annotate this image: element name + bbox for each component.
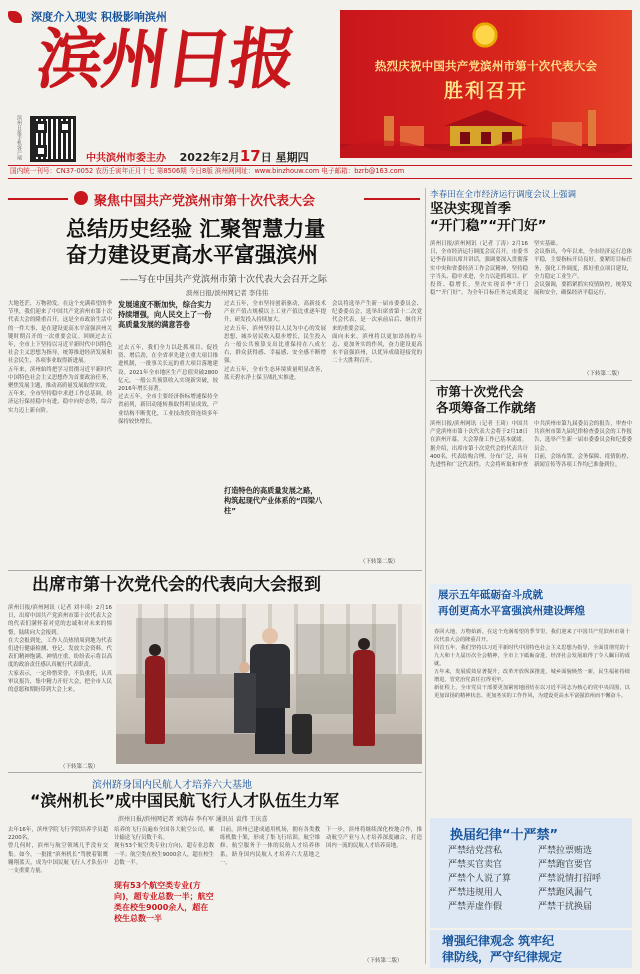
suitcase <box>292 714 312 754</box>
second-article-body: 滨州日报/滨州网讯（记者 刘丰琦）2月16日，出席中国共产党滨州市第十次代表大会的代表们满怀着对党的忠诚和对未来的憧憬，陆续向大会报到。 在大会报到处，工作人员热情周到地为代表们进行健康检测、登记、发放大会资料。代表们精神饱满、神情庄重，纷纷表示将以高度的政治责任感认真履行代表职责。 大家表示，一定珍惜荣誉，不负重托，认真审议报告，集中精力开好大会，把全市人民的意愿和期盼带到大会上来。 <box>8 605 112 694</box>
right-article-3-body: 春回大地，万物始新。在这个充满希望的季节里，我们迎来了中国共产党滨州市第十次代表大会的隆重召开。 回首五年，我们坚持以习近平新时代中国特色社会主义思想为指导，全面贯彻党的十九大和十九届历次全会精神，全市上下砥砺奋进，经济社会发展取得了令人瞩目的成就。 五年来，发展质效显著提升，改革开放纵深推进，城乡面貌焕然一新，民生福祉持续增进，管党治党责任扛得更牢。 新征程上，全市党员干部要更加紧密地团结在以习近平同志为核心的党中央周围，以更加昂扬的精神状态、更加务实的工作作风，为建设更高水平富强滨州而不懈奋斗。 <box>434 629 630 699</box>
second-article-headline: 出席市第十次党代会的代表向大会报到 <box>32 575 321 595</box>
hostess-figure-right <box>352 638 376 754</box>
congress-banner <box>340 10 632 158</box>
info-bar-text: 国内统一刊号：CN37-0052 农历壬寅年正月十七 第8506期 今日8版 滨州网网址：www.binzhouw.com 电子邮箱：bzrb@163.com <box>10 167 405 175</box>
lead-headline-2: 奋力建设更高水平富强滨州 <box>66 243 318 267</box>
discipline-slogan-line1: 增强纪律观念 筑牢纪 <box>442 934 555 948</box>
section-header-text: 聚焦中国共产党滨州市第十次代表大会 <box>94 194 316 209</box>
right-article-3-headline-2: 再创更高水平富强滨州建设辉煌 <box>438 605 585 617</box>
lead-subhead: ——写在中国共产党滨州市第十次代表大会召开之际 <box>120 275 328 285</box>
right-article-3-header <box>430 584 632 624</box>
lead-col-1: 大地苍茫，万物勃发。在这个充满希望的季节里，我们迎来了中国共产党滨州市第十次代表大会的隆重召开。这是全市政治生活中的一件大事，是在建设更高水平富强滨州关键时期召开的一次重要会议。回顾过去五年，全市上下坚持以习近平新时代中国特色社会主义思想为指导，统筹推进经济发展和社会民生，各项事业取得新进展。 五年来，滨州始终把学习贯彻习近平新时代中国特色社会主义思想作为首要政治任务，聚焦发展主题，推动高质量发展取得实效。 五年来，全市坚持稳中求进工作总基调，经济运行保持稳中有进、稳中向好态势，综合实力迈上新台阶。 <box>8 301 112 414</box>
date-prefix: 2022年2月 <box>179 151 240 164</box>
date-day: 17 <box>239 147 261 165</box>
third-article-byline: 滨州日报/滨州网记者 刘涛春 李有军 通讯员 袁伟 王庆喜 <box>118 816 268 823</box>
logo-text: 滨州日报 <box>32 20 300 98</box>
hostess-figure-left <box>144 644 166 754</box>
discipline-item: 严禁跑风漏气 <box>538 888 593 898</box>
sponsor-date-line <box>86 146 341 165</box>
date-suffix: 日 星期四 <box>260 151 309 164</box>
delegates-photo <box>116 604 422 764</box>
qr-caption: 滨州日报手机客户端 <box>16 115 22 160</box>
lead-col2-heading: 发展速度不断加快，综合实力持续增强，向人民交上了一份高质量发展的满意答卷 <box>118 300 212 329</box>
discipline-list-left <box>448 844 534 914</box>
lead-headline-1: 总结历史经验 汇聚智慧力量 <box>66 217 326 241</box>
discipline-slogan-line2: 律防线，严守纪律规定 <box>442 950 563 964</box>
discipline-item: 严禁干扰换届 <box>538 902 593 912</box>
lead-col4-tail: （下转第二版） <box>360 559 399 565</box>
discipline-item: 严禁违规用人 <box>448 888 503 898</box>
third-article-col-3: 目前，滨州已建成通用机场，拥有各类教练机数十架，形成了集飞行培训、航空维修、航空服务于一体的民航人才培养体系，跻身国内民航人才培养六大基地之一。 <box>220 827 320 866</box>
right-article-1-headline-1: 坚决实现首季 <box>430 201 511 217</box>
right-article-1-headline-2: “开门稳”“开门好” <box>430 218 547 234</box>
qr-code[interactable] <box>30 116 76 162</box>
lead-col-2: 过去五年，我们全力以赴抓项目、促投资、增后劲，在全省率先建立重大项目推进机制，一批事关长远的重大项目落地建设。2021年全市地区生产总值突破2800亿元，一般公共预算收入实现新突破，较2016年增长显著。 过去五年，全市主要经济指标增速保持全省前列，新旧动能转换取得明显成效，产业结构不断优化，工业技改投资连续多年保持较快增长。 <box>118 345 218 425</box>
red-bird-icon <box>8 11 22 23</box>
right-article-1-body: 滨州日报/滨州网讯（记者 丁涛）2月16日，全市经济运行调度会议召开。市委书记李春田出席并讲话，强调要深入贯彻落实中央和省委经济工作会议精神，坚持稳字当头、稳中求进，全力以赴抓项目、扩投资、稳增长，坚决实现首季“开门稳”“开门好”，为全年目标任务完成奠定坚实基础。 会议指出，今年以来，全市经济运行总体平稳，主要指标开局良好。要紧盯目标任务，强化工作调度，抓好重点项目建设，全力稳定工业生产。 会议强调，要抓紧抓实疫情防控，统筹发展和安全，确保经济平稳运行。 <box>430 241 632 297</box>
banner-line2: 胜利召开 <box>443 80 528 102</box>
attendee-figure <box>232 662 258 752</box>
third-article-kicker: 滨州跻身国内民航人才培养六大基地 <box>92 780 252 791</box>
third-article-headline: “滨州机长”成中国民航飞行人才队伍生力军 <box>30 791 340 810</box>
sponsor: 中共滨州市委主办 <box>86 153 166 164</box>
column-divider <box>425 188 426 964</box>
lead-byline: 滨州日报/滨州网记者 李伟伟 <box>186 289 269 297</box>
lead-col-4: 会议将选举产生新一届市委委员会、纪委委员会，选举出席省第十二次党代会代表，是一次承前启后、继往开来的重要会议。 面向未来，滨州将以更加昂扬的斗志、更加务实的作风，奋力建设更高水平富强滨州，以优异成绩迎接党的二十大胜利召开。 <box>332 301 422 365</box>
party-emblem-small-icon <box>74 191 88 205</box>
party-emblem-icon <box>468 18 502 52</box>
discipline-item: 严禁拉票贿选 <box>538 846 593 856</box>
discipline-list-right <box>538 844 628 914</box>
section-header <box>8 188 420 210</box>
discipline-item: 严禁买官卖官 <box>448 860 503 870</box>
slogan-text: 深度介入现实 积极影响滨州 <box>31 10 167 24</box>
third-article-highlight: 现有53个航空类专业(方向)，超专业总数一半；航空类在校生9000余人，超在校生总数一半 <box>114 881 214 923</box>
right-article-2-headline-1: 市第十次党代会 <box>436 384 524 399</box>
banner-line1: 热烈庆祝中国共产党滨州市第十次代表大会 <box>374 59 598 73</box>
right-article-1-tail: （下转第二版） <box>584 371 623 377</box>
right-article-2-body: 滨州日报/滨州网讯（记者 王琦）中国共产党滨州市第十次代表大会将于2月18日在滨州开幕。大会筹备工作已基本就绪。 据介绍，出席市第十次党代会的代表共计400名，代表结构合理、分布广泛，具有先进性和广泛代表性。大会将听取和审查中共滨州市第九届委员会的报告，审查中共滨州市第九届纪律检查委员会的工作报告，选举产生新一届市委委员会和纪委委员会。 目前，会场布置、会务保障、疫情防控、新闻宣传等各项工作均已准备到位。 <box>430 421 632 469</box>
discipline-slogan <box>430 930 632 968</box>
right-article-2-headline-2: 各项筹备工作就绪 <box>436 400 537 415</box>
newspaper-logo <box>32 20 308 110</box>
third-article-col-1: 去年16年，滨州学院飞行学院培养学员超2200名。 曾几何时，滨州与航空领域几乎没有交集。如今，一批批“滨州机长”驾驶着银鹰翱翔蓝天，成为中国民航飞行人才队伍中一支重要力量。 <box>8 827 108 875</box>
third-article-tail: （下转第二版） <box>364 958 403 964</box>
tiananmen-illustration <box>340 98 632 158</box>
discipline-box <box>430 818 632 928</box>
discipline-box-title: 换届纪律“十严禁” <box>450 828 559 843</box>
lead-col3-heading: 打造特色的高质量发展之路，构筑起现代产业体系的“四梁八柱” <box>224 486 323 515</box>
third-article-col-2: 培养的飞行员遍布全国各大航空公司，累计输送飞行员数千名。 现有53个航空类专业(方向)，超专业总数一半；航空类在校生9000余人，超在校生总数一半。 <box>114 827 214 866</box>
second-article-tail: （下转第二版） <box>60 764 99 770</box>
discipline-item: 严禁结党营私 <box>448 846 503 856</box>
right-article-1-kicker: 李春田在全市经济运行调度会议上强调 <box>430 190 577 200</box>
discipline-item: 严禁跑官要官 <box>538 860 593 870</box>
discipline-item: 严禁弄虚作假 <box>448 902 503 912</box>
lead-col-3: 过去五年，全市坚持创新驱动，高新技术产业产值占规模以上工业产值比重逐年提升，研发投入持续加大。 过去五年，滨州坚持以人民为中心的发展思想，城乡居民收入稳步增长，民生投入占一般公共预算支出比重保持在八成左右，群众获得感、幸福感、安全感不断增强。 过去五年，全市生态环境质量明显改善，蓝天碧水净土保卫战扎实推进。 <box>224 301 326 381</box>
discipline-item: 严禁个人说了算 <box>448 874 512 884</box>
right-article-3-headline-1: 展示五年砥砺奋斗成就 <box>438 589 543 601</box>
info-bar <box>8 165 632 179</box>
third-article-col-4: 下一步，滨州将继续深化校地合作，推动航空产业与人才培养深度融合，打造国内一流的民航人才培养高地。 <box>326 827 422 850</box>
discipline-item: 严禁说情打招呼 <box>538 874 602 884</box>
